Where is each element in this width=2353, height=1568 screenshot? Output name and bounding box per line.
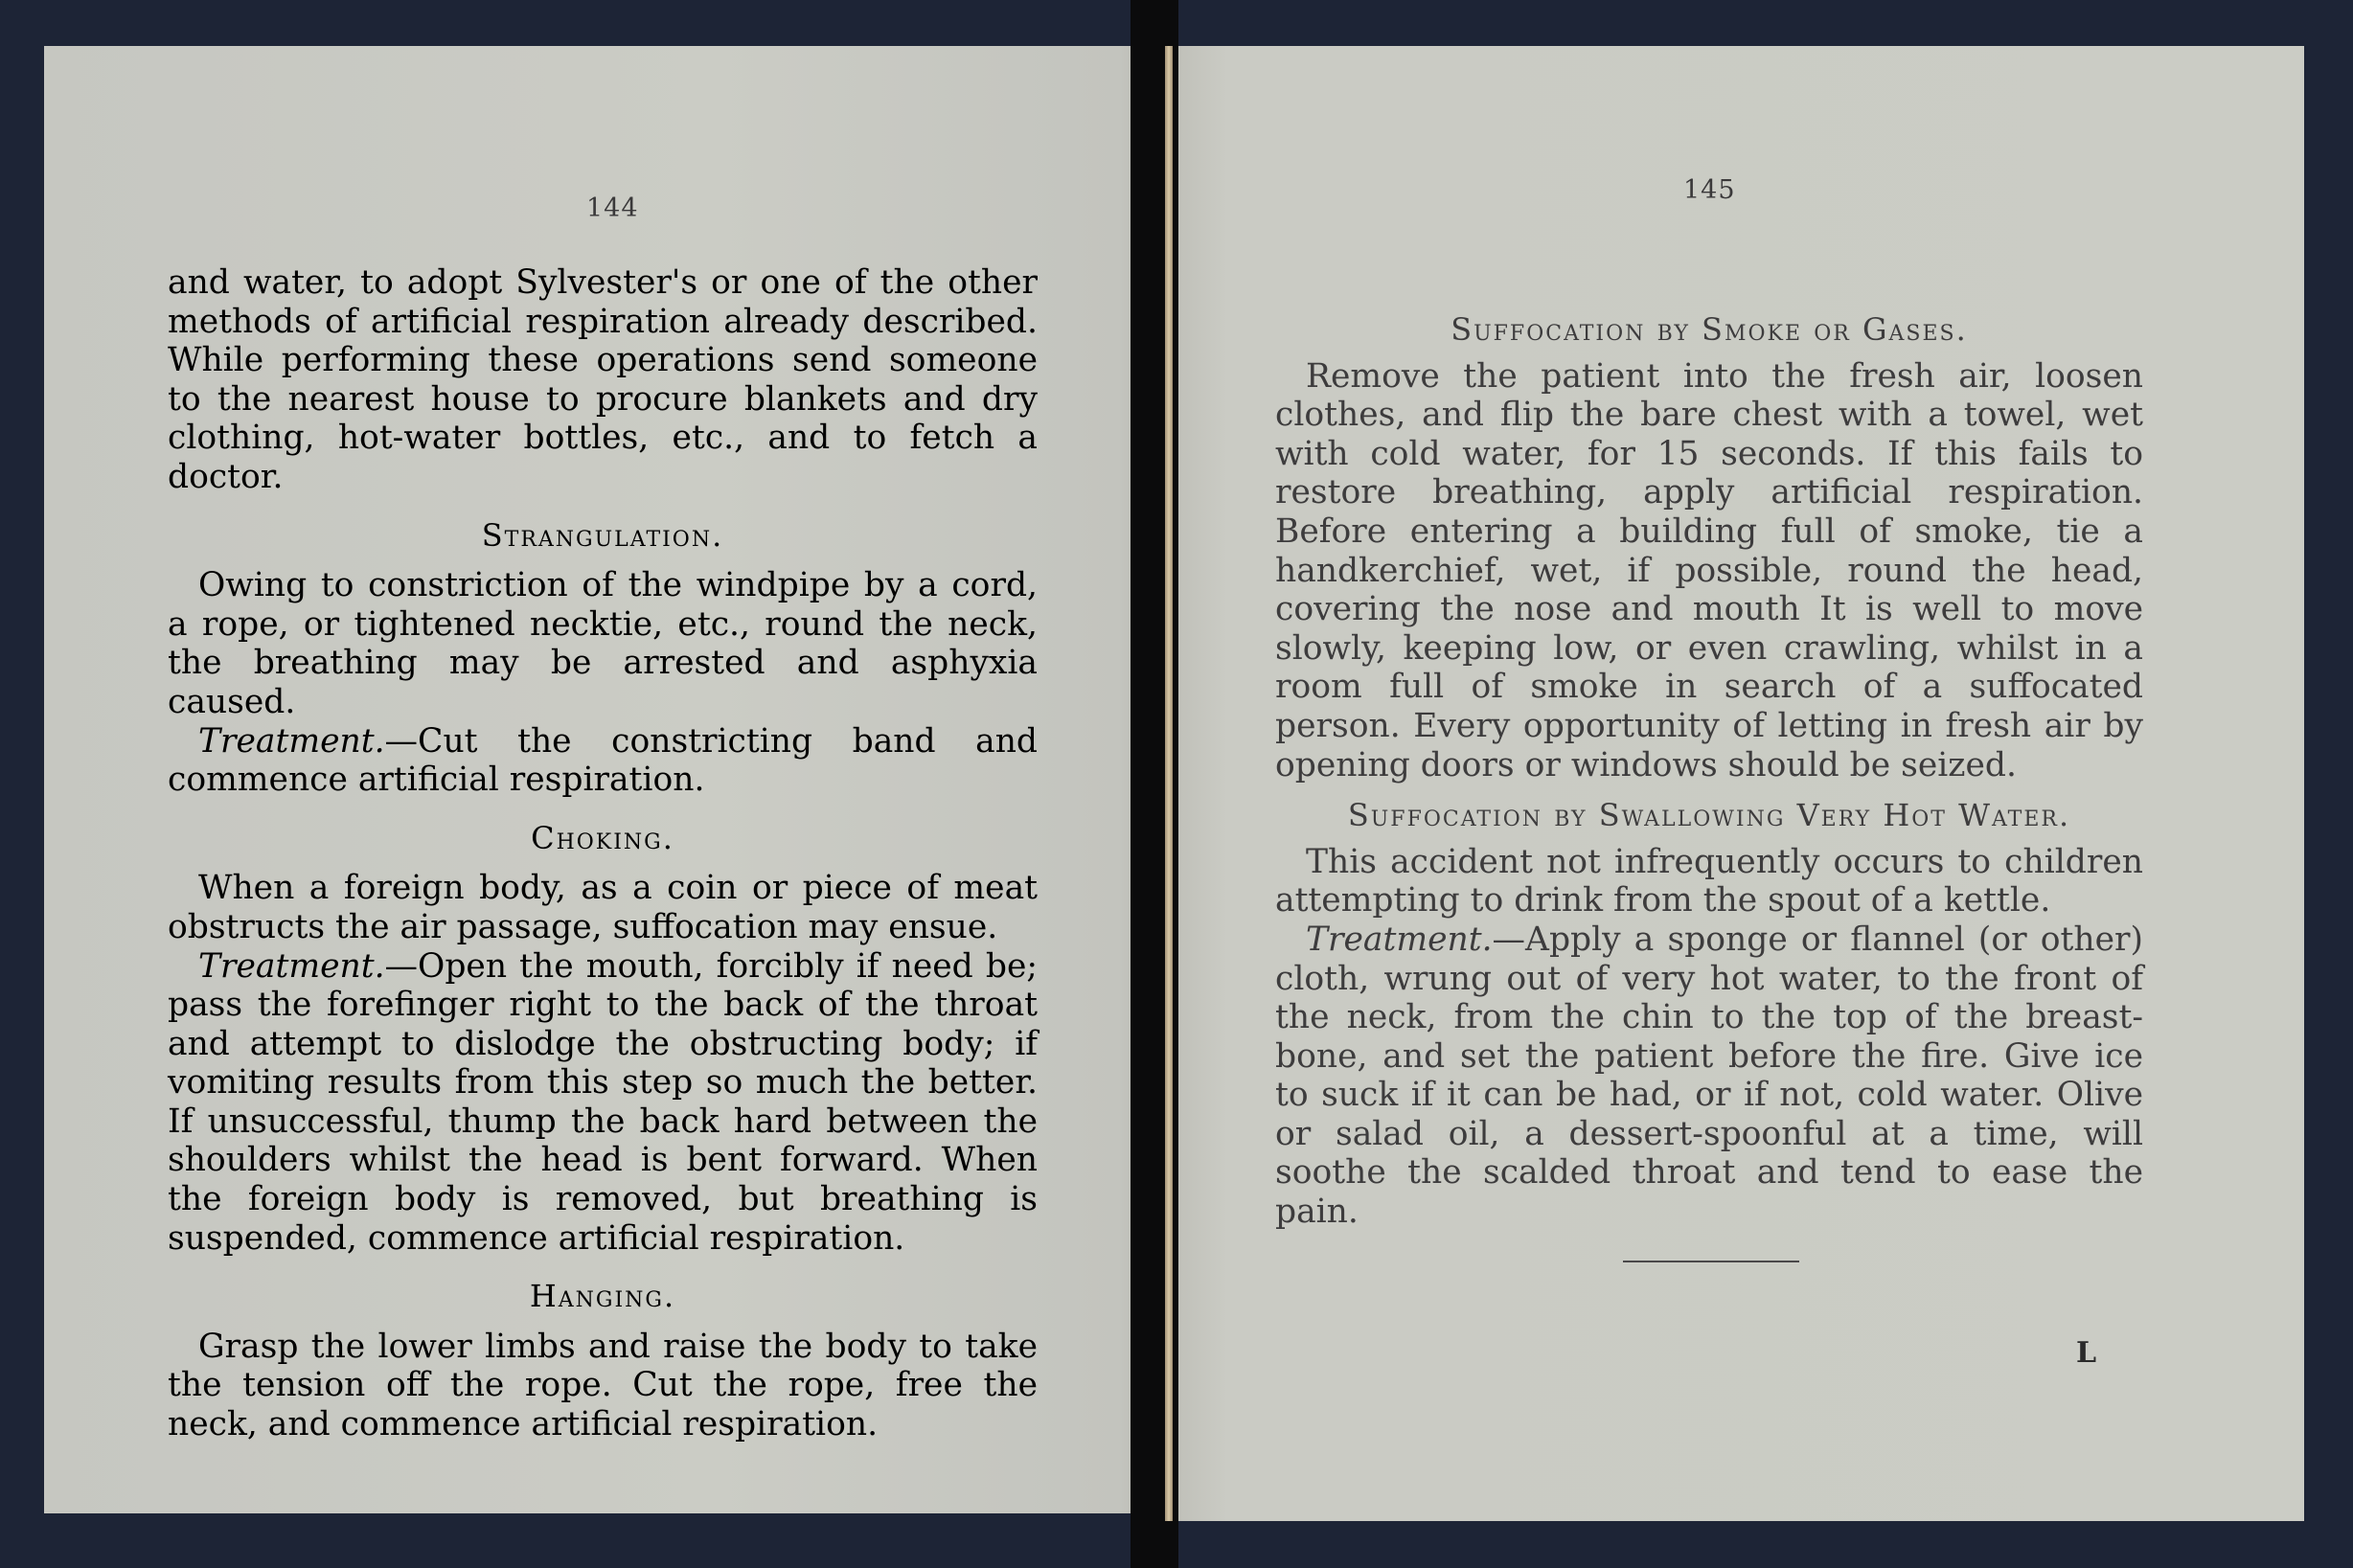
paragraph-text: —Open the mouth, forcibly if need be; pass the forefinger right to the back of the throat and attempt to dislodge the obstructing body; if vomiting results from this step so much the better. If unsuccessful, thump the back hard between the shoulders whilst the head is bent forward. When the foreign body is removed, but breathing is suspended, commence artificial respiration. (168, 946, 1038, 1258)
paragraph-text: —Cut the constricting band and commence artificial respiration. (168, 721, 1038, 800)
paragraph (168, 869, 1038, 946)
signature-mark: L (2076, 1336, 2097, 1370)
paragraph (168, 1328, 1038, 1444)
section-heading: Suffocation by Smoke or Gases. (1451, 311, 1968, 348)
paragraph-text: and water, to adopt Sylvester's or one of the other methods of artificial respiration already described. While performing these operations send someone to the nearest house to procure blankets and dry clothing, hot-water bottles, etc., and to fetch a doctor. (168, 263, 1038, 496)
left-page-number: 144 (586, 193, 639, 223)
paragraph-text: Remove the patient into the fresh air, loosen clothes, and flip the bare chest with a towel, wet with cold water, for 15 seconds. If this fails to restore breathing, apply artificial respiration. Before entering a building full of smoke, tie a handkerchief, wet, if possible, round the head, covering the nose and mouth It is well to move slowly, keeping low, or even crawling, whilst in a room full of smoke in search of a suffocated person. Every opportunity of letting in fresh air by opening doors or windows should be seized. (1275, 356, 2143, 784)
section-heading: Strangulation. (481, 516, 724, 554)
right-page-text (1275, 310, 2143, 1232)
treatment-paragraph (1275, 920, 2143, 1232)
right-page-number: 145 (1683, 175, 1736, 205)
treatment-paragraph (168, 722, 1038, 800)
paragraph-text: Owing to constriction of the windpipe by a cord, a rope, or tightened necktie, etc., round the neck, the breathing may be arrested and asphyxia caused. (168, 566, 1038, 721)
treatment-label: Treatment. (1306, 920, 1493, 959)
section-heading: Suffocation by Swallowing Very Hot Water. (1347, 797, 2071, 834)
paragraph-text: —Apply a sponge or flannel (or other) cloth, wrung out of very hot water, to the front of the neck, from the chin to the top of the breast-bone, and set the patient before the fire. Give ice to suck if it can be had, or if not, cold water. Olive or salad oil, a dessert-spoonful at a time, will soothe the scalded throat and tend to ease the pain. (1275, 920, 2143, 1232)
paragraph (1275, 843, 2143, 920)
paragraph-text: This accident not infrequently occurs to children attempting to drink from the spout of a kettle. (1275, 842, 2143, 920)
section-heading: Hanging. (529, 1278, 676, 1315)
left-page-text (168, 263, 1038, 1444)
paragraph-text: When a foreign body, as a coin or piece of meat obstructs the air passage, suffocation may ensue. (168, 869, 1038, 946)
paragraph-text: Grasp the lower limbs and raise the body to take the tension off the rope. Cut the rope, free the neck, and commence artificial respiration. (168, 1327, 1038, 1444)
page-edge (1165, 46, 1173, 1521)
paragraph (1275, 357, 2143, 785)
treatment-label: Treatment. (198, 721, 385, 761)
treatment-label: Treatment. (198, 946, 385, 986)
section-heading: Choking. (531, 819, 674, 856)
treatment-paragraph (168, 947, 1038, 1259)
section-end-rule (1623, 1261, 1799, 1262)
paragraph (168, 566, 1038, 721)
paragraph (168, 263, 1038, 497)
